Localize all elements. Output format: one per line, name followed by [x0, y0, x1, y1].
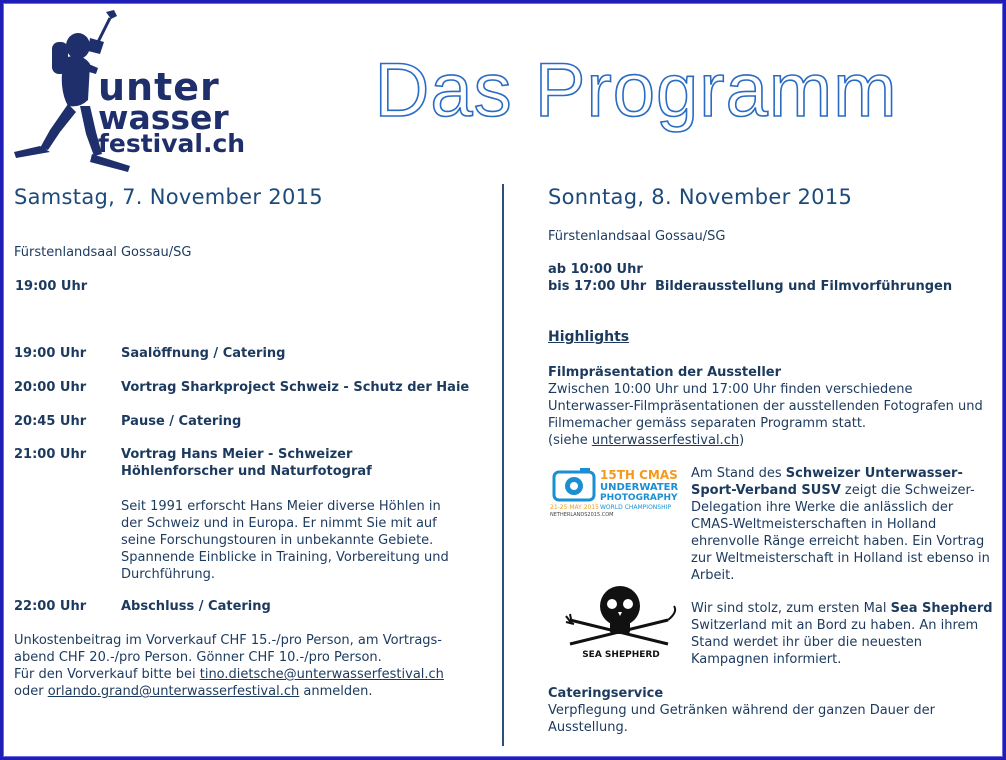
sea-shepherd-logo-text: SEA SHEPHERD	[582, 650, 660, 660]
cmas-line-1: 15TH CMAS	[600, 468, 678, 482]
logo-line-1: unter	[98, 65, 220, 109]
page-title	[0, 36, 1006, 146]
presale-suffix: anmelden.	[299, 684, 373, 699]
film-text: Zwischen 10:00 Uhr und 17:00 Uhr finden verschiedene Unterwasser-Filmpräsentationen der ausstellenden Fotografen und Filmemacher gemäss separaten Programm statt.	[548, 382, 983, 431]
event-row	[14, 379, 484, 399]
event-label: Vortrag Sharkproject Schweiz - Schutz der Haie	[121, 380, 470, 395]
event-time: 19:00 Uhr	[14, 346, 87, 361]
cmas-logo	[548, 466, 688, 522]
event-label: Pause / Catering	[121, 414, 242, 429]
festival-website-link[interactable]: unterwasserfestival.ch	[591, 433, 740, 448]
event-row	[14, 598, 484, 618]
skull-icon	[556, 584, 686, 654]
sunday-venue: Fürstenlandsaal Gossau/SG	[548, 229, 726, 244]
film-link-suffix: )	[739, 433, 745, 448]
event-label: Vortrag Hans Meier - Schweizer Höhlenforscher und Naturfotograf	[121, 447, 372, 479]
cmas-site: NETHERLANDS2015.COM	[550, 512, 614, 518]
logo-line-3: festival.ch	[98, 129, 246, 158]
ss-post: Switzerland mit an Bord zu haben. An ihrem Stand werdet ihr über die neuesten Kampagnen informiert.	[691, 618, 979, 667]
saturday-first-time: 19:00 Uhr	[15, 279, 88, 294]
cmas-line-4: WORLD CHAMPIONSHIP	[600, 504, 671, 511]
cmas-line-2: UNDERWATER	[600, 482, 679, 493]
svg-text:Das Programm: Das Programm	[374, 48, 898, 133]
film-heading: Filmpräsentation der Aussteller	[548, 365, 782, 380]
column-divider	[502, 184, 504, 746]
presale-mid: oder	[14, 684, 48, 699]
sea-shepherd-text	[691, 600, 999, 668]
sunday-from: ab 10:00 Uhr	[548, 262, 643, 277]
cmas-text	[691, 465, 999, 584]
presale-prefix: Für den Vorverkauf bitte bei	[14, 667, 200, 682]
event-label: Abschluss / Catering	[121, 599, 271, 614]
ss-pre: Wir sind stolz, zum ersten Mal	[691, 601, 891, 616]
film-link-prefix: (siehe	[548, 433, 592, 448]
cmas-line-3: PHOTOGRAPHY	[600, 493, 678, 503]
event-time: 20:00 Uhr	[14, 380, 87, 395]
catering-text: Verpflegung und Getränken während der ganzen Dauer der Ausstellung.	[548, 703, 935, 735]
sunday-until-row	[548, 278, 998, 295]
event-row	[14, 413, 484, 433]
cmas-post: zeigt die Schweizer-Delegation ihre Werke die anlässlich der CMAS-Weltmeisterschaften in Holland ehrenvolle Ränge erreicht haben. Ein Vortrag zur Weltmeisterschaft in Holland ist ebenso in Arbeit.	[691, 483, 990, 583]
logo-line-2: wasser	[98, 98, 229, 137]
catering-heading: Cateringservice	[548, 686, 664, 701]
email-link-tino[interactable]: tino.dietsche@unterwasserfestival.ch	[199, 667, 444, 682]
cmas-date: 21-25 MAY 2015	[550, 504, 599, 511]
meier-description: Seit 1991 erforscht Hans Meier diverse Höhlen in der Schweiz und in Europa. Er nimmt Sie mit auf seine Forschungstouren in unbekannte Gebiete. Spannende Einblicke in Training, Vorbereitung und Durchführung.	[121, 499, 449, 582]
cmas-pre: Am Stand des	[691, 466, 786, 481]
event-time: 21:00 Uhr	[14, 447, 87, 462]
highlights-heading: Highlights	[548, 329, 630, 345]
saturday-heading: Samstag, 7. November 2015	[14, 185, 323, 209]
event-row	[14, 446, 484, 486]
ss-bold: Sea Shepherd	[890, 601, 993, 616]
sunday-heading: Sonntag, 8. November 2015	[548, 185, 853, 209]
presale-text	[14, 666, 484, 700]
email-link-orlando[interactable]: orlando.grand@unterwasserfestival.ch	[47, 684, 300, 699]
cmas-bold: Schweizer Unterwasser-Sport-Verband SUSV	[691, 466, 963, 498]
sunday-until-label: Bilderausstellung und Filmvorführungen	[655, 279, 953, 294]
event-row	[14, 345, 484, 365]
film-link-row	[548, 432, 744, 449]
sea-shepherd-logo	[556, 584, 686, 666]
event-time: 20:45 Uhr	[14, 414, 87, 429]
sunday-until: bis 17:00 Uhr	[548, 279, 647, 294]
event-label: Saalöffnung / Catering	[121, 346, 286, 361]
event-time: 22:00 Uhr	[14, 599, 87, 614]
fee-text: Unkostenbeitrag im Vorverkauf CHF 15.-/pro Person, am Vortrags-abend CHF 20.-/pro Person. Gönner CHF 10.-/pro Person.	[14, 633, 442, 665]
saturday-venue: Fürstenlandsaal Gossau/SG	[14, 245, 192, 260]
